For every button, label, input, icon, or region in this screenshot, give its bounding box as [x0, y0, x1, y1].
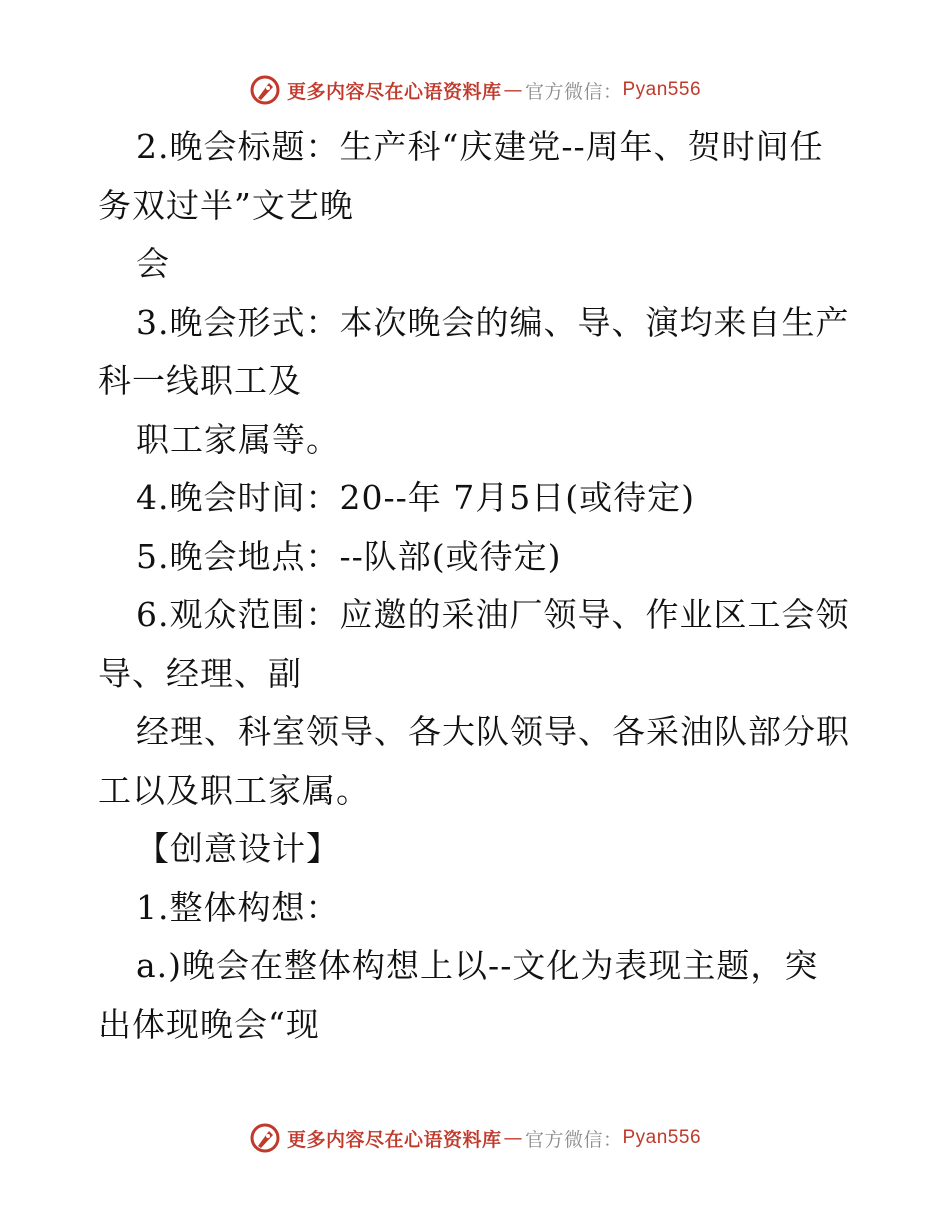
- header-watermark: [0, 70, 950, 110]
- text-line: 5.晚会地点：--队部(或待定): [136, 536, 562, 576]
- pen-nib-logo-icon: [249, 1122, 281, 1154]
- text-line: 2.晚会标题：生产科“庆建党--周年、贺时间任: [136, 127, 824, 166]
- watermark-dash: —: [503, 79, 523, 101]
- text-line: 1.整体构想：: [136, 887, 340, 927]
- watermark-prefix: 更多内容尽在心语资料库: [286, 80, 502, 103]
- text-line: 务双过半”文艺晚: [98, 185, 354, 225]
- section-heading: 【创意设计】: [136, 829, 340, 868]
- watermark-prefix: 更多内容尽在心语资料库: [286, 1128, 502, 1151]
- text-line: 会: [136, 244, 170, 283]
- footer-watermark: [0, 1118, 950, 1158]
- document-body: [98, 118, 858, 1054]
- watermark-id: Pyan556: [622, 1127, 702, 1148]
- text-line: 职工家属等。: [136, 419, 340, 459]
- text-line: 经理、科室领导、各大队领导、各采油队部分职: [136, 712, 850, 751]
- watermark-dash: —: [503, 1127, 523, 1149]
- watermark-text: [287, 77, 701, 104]
- text-line: 科一线职工及: [98, 361, 302, 400]
- watermark-middle: 官方微信：: [524, 1128, 623, 1151]
- text-line: 6.观众范围：应邀的采油厂领导、作业区工会领: [136, 595, 850, 634]
- watermark-text: [287, 1125, 701, 1152]
- text-line: 工以及职工家属。: [98, 770, 370, 810]
- text-line: a.)晚会在整体构想上以--文化为表现主题，突: [136, 946, 819, 985]
- text-line: 3.晚会形式：本次晚会的编、导、演均来自生产: [136, 302, 850, 342]
- text-line: 4.晚会时间：20--年 7月5日(或待定): [136, 478, 696, 517]
- pen-nib-logo-icon: [249, 74, 281, 106]
- watermark-middle: 官方微信：: [524, 80, 623, 103]
- text-line: 出体现晚会“现: [98, 1004, 320, 1044]
- watermark-id: Pyan556: [622, 79, 702, 100]
- text-line: 导、经理、副: [98, 653, 302, 693]
